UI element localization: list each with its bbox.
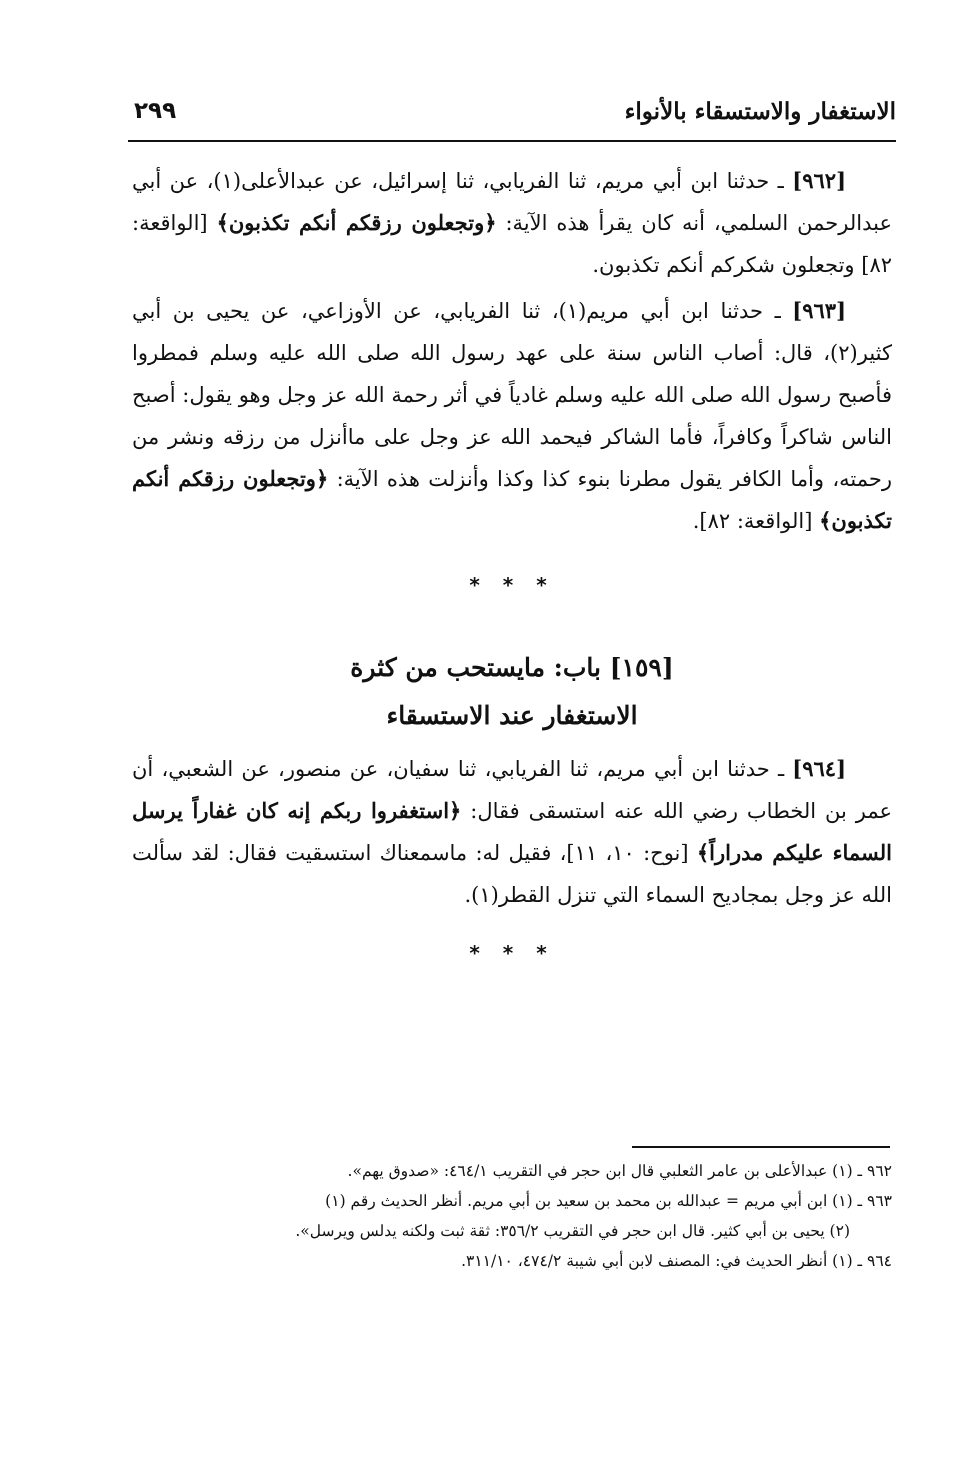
hadith-paragraph-962 [132, 160, 892, 286]
quran-quote: ﴿وتجعلون رزقكم أنكم تكذبون﴾ [132, 466, 892, 533]
hadith-text-end: [الواقعة: ٨٢]. [692, 509, 820, 533]
hadith-number: [٩٦٤] [792, 756, 846, 781]
chapter-heading [132, 644, 892, 740]
hadith-text-end: [الواقعة: ٨٢] وتجعلون شكركم أنكم تكذبون. [132, 211, 892, 277]
footnote-963-1: ٩٦٣ ـ (١) ابن أبي مريم = عبدالله بن محمد بن سعيد بن أبي مريم. أنظر الحديث رقم (١) [325, 1192, 892, 1210]
hadith-number: [٩٦٢] [792, 168, 847, 193]
hadith-paragraph-963 [132, 290, 892, 542]
hadith-paragraph-964 [132, 748, 892, 916]
quran-quote: ﴿استغفروا ربكم إنه كان غفاراً يرسل السماء عليكم مدراراً﴾ [132, 798, 892, 865]
main-text [132, 160, 892, 1012]
running-title: الاستغفار والاستسقاء بالأنواء [624, 98, 896, 125]
section-separator: * * * [469, 573, 555, 597]
footnote-962-1: ٩٦٢ ـ (١) عبدالأعلى بن عامر الثعلبي قال ابن حجر في التقريب ٤٦٤/١: «صدوق يهم». [347, 1162, 892, 1180]
hadith-text-end: [نوح: ١٠، ١١]، فقيل له: ماسمعناك استسقيت فقال: لقد سألت الله عز وجل بمجاديح السماء التي تنزل القطر(١). [132, 841, 892, 907]
header-rule [128, 140, 896, 142]
footnote-964-1: ٩٦٤ ـ (١) أنظر الحديث في: المصنف لابن أبي شيبة ٤٧٤/٢، ٣١١/١٠. [461, 1252, 892, 1270]
hadith-text: ـ حدثنا ابن أبي مريم، ثنا الفريابي، ثنا إسرائيل، عن عبدالأعلى(١)، عن أبي عبدالرحمن السلمي، أنه كان يقرأ هذه الآية: [132, 169, 893, 235]
hadith-text: ـ حدثنا ابن أبي مريم(١)، ثنا الفريابي، عن الأوزاعي، عن يحيى بن أبي كثير(٢)، قال: أصاب الناس سنة على عهد رسول الله صلى الله عليه وسلم فمطروا فأصبح رسول الله صلى الله عليه وسلم غادياً في أثر رحمة الله عز وجل وهو يقول: أصبح الناس شاكراً وكافراً، فأما الشاكر فيحمد الله عز وجل على ماأنزل من رزقه ونشر من رحمته، وأما الكافر يقول مطرنا بنوء كذا وكذا وأنزلت هذه الآية: [132, 299, 892, 491]
section-separator-end: * * * [469, 941, 555, 965]
quran-quote: ﴿وتجعلون رزقكم أنكم تكذبون﴾ [216, 210, 497, 235]
page-number: ٢٩٩ [134, 98, 177, 124]
page-header [128, 92, 896, 136]
chapter-heading-line-1: [١٥٩] باب: مايستحب من كثرة [350, 653, 674, 682]
hadith-number: [٩٦٣] [792, 298, 847, 323]
footnotes [132, 1156, 892, 1276]
chapter-heading-line-2: الاستغفار عند الاستسقاء [386, 701, 638, 730]
footnote-rule [632, 1146, 890, 1148]
footnote-963-2: (٢) يحيى بن أبي كثير. قال ابن حجر في التقريب ٣٥٦/٢: ثقة ثبت ولكنه يدلس ويرسل». [295, 1222, 850, 1240]
hadith-text: ـ حدثنا ابن أبي مريم، ثنا الفريابي، ثنا سفيان، عن منصور، عن الشعبي، أن عمر بن الخطاب رضي الله عنه استسقى فقال: [132, 757, 892, 823]
